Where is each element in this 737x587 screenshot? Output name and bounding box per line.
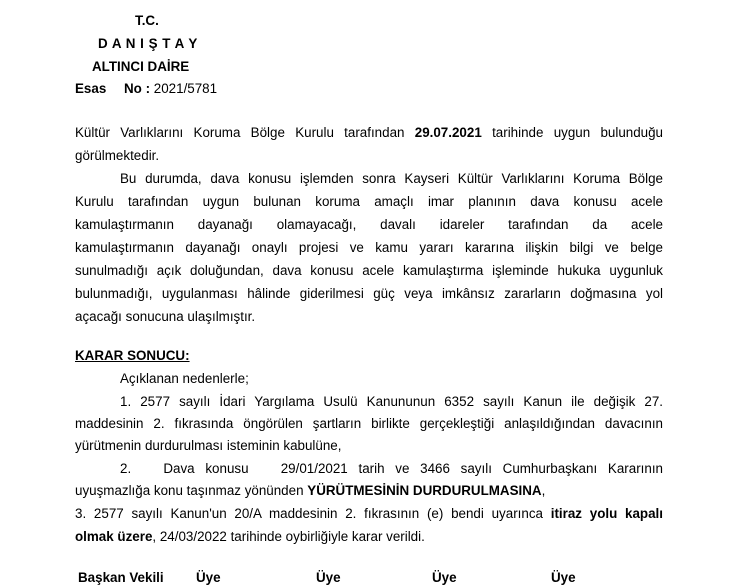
paragraph-2-line-6: bulunmadığı, uygulanması hâlinde giderilmesi güç veya imkânsız zararların doğmasına yol [75, 286, 663, 301]
signature-president: Başkan Vekili [78, 570, 164, 585]
item-2-text: uyuşmazlığa konu taşınmaz yönünden [75, 483, 304, 498]
item-2-comma: , [541, 483, 546, 498]
item-3-line-1 [75, 506, 663, 521]
p1-date: 29.07.2021 [414, 125, 482, 140]
item-2-line-1: 2. Dava konusu 29/01/2021 tarih ve 3466 sayılı Cumhurbaşkanı Kararının [120, 461, 663, 476]
item-1-line-1: 1. 2577 sayılı İdari Yargılama Usulü Kanununun 6352 sayılı Kanun ile değişik 27. [120, 394, 663, 409]
decision-heading: KARAR SONUCU: [75, 348, 190, 363]
case-number-line [75, 81, 217, 96]
paragraph-2-line-1: Bu durumda, dava konusu işlemden sonra Kayseri Kültür Varlıklarını Koruma Bölge [120, 171, 663, 186]
item-3-bold-2: olmak üzere [75, 529, 153, 544]
paragraph-2-line-2: Kurulu tarafından uygun bulunan koruma amaçlı imar planının dava konusu acele [75, 194, 663, 209]
item-3-text: 3. 2577 sayılı Kanun'un 20/A maddesinin 2. fıkrasının (e) bendi uyarınca [75, 506, 543, 521]
paragraph-1-line-1 [75, 125, 663, 140]
item-3-bold: itiraz yolu kapalı [550, 506, 663, 521]
item-3-line-2 [75, 529, 425, 544]
header-chamber: ALTINCI DAİRE [92, 59, 190, 74]
signature-member-3: Üye [432, 570, 457, 585]
p1-text-b: tarihinde uygun bulunduğu [492, 125, 663, 140]
item-3-text-2: , 24/03/2022 tarihinde oybirliğiyle karar verildi. [152, 529, 425, 544]
signature-member-2: Üye [316, 570, 341, 585]
p1-text-a: Kültür Varlıklarını Koruma Bölge Kurulu tarafından [75, 125, 405, 140]
item-1-line-2: maddesinin 2. fıkrasında öngörülen şartların birlikte gerçekleştiği anlaşıldığından davacının [75, 416, 663, 431]
case-number: 2021/5781 [153, 81, 218, 96]
signature-member-1: Üye [196, 570, 221, 585]
header-tc: T.C. [135, 13, 159, 28]
header-court: D A N I Ş T A Y [98, 36, 198, 51]
esas-label: Esas [75, 81, 107, 96]
paragraph-2-line-5: sunulmadığı açık doluğundan, dava konusu acele kamulaştırma işleminde hukuka uygunluk [75, 263, 663, 278]
no-label: No : [124, 81, 151, 96]
paragraph-2-line-7: açacağı sonucuna ulaşılmıştır. [75, 309, 256, 324]
paragraph-1-line-2: görülmektedir. [75, 148, 160, 163]
signature-member-4: Üye [551, 570, 576, 585]
paragraph-2-line-3: kamulaştırmanın dayanağı olamayacağı, davalı idareler tarafından da acele [75, 217, 663, 232]
item-2-line-2 [75, 483, 545, 498]
item-2-bold: YÜRÜTMESİNİN DURDURULMASINA [307, 483, 542, 498]
paragraph-2-line-4: kamulaştırmanın dayanağı onaylı projesi ve kamu yararı kararına ilişkin bilgi ve belge [75, 240, 663, 255]
item-1-line-3: yürütmenin durdurulması isteminin kabulüne, [75, 438, 342, 453]
decision-intro: Açıklanan nedenlerle; [120, 371, 249, 386]
